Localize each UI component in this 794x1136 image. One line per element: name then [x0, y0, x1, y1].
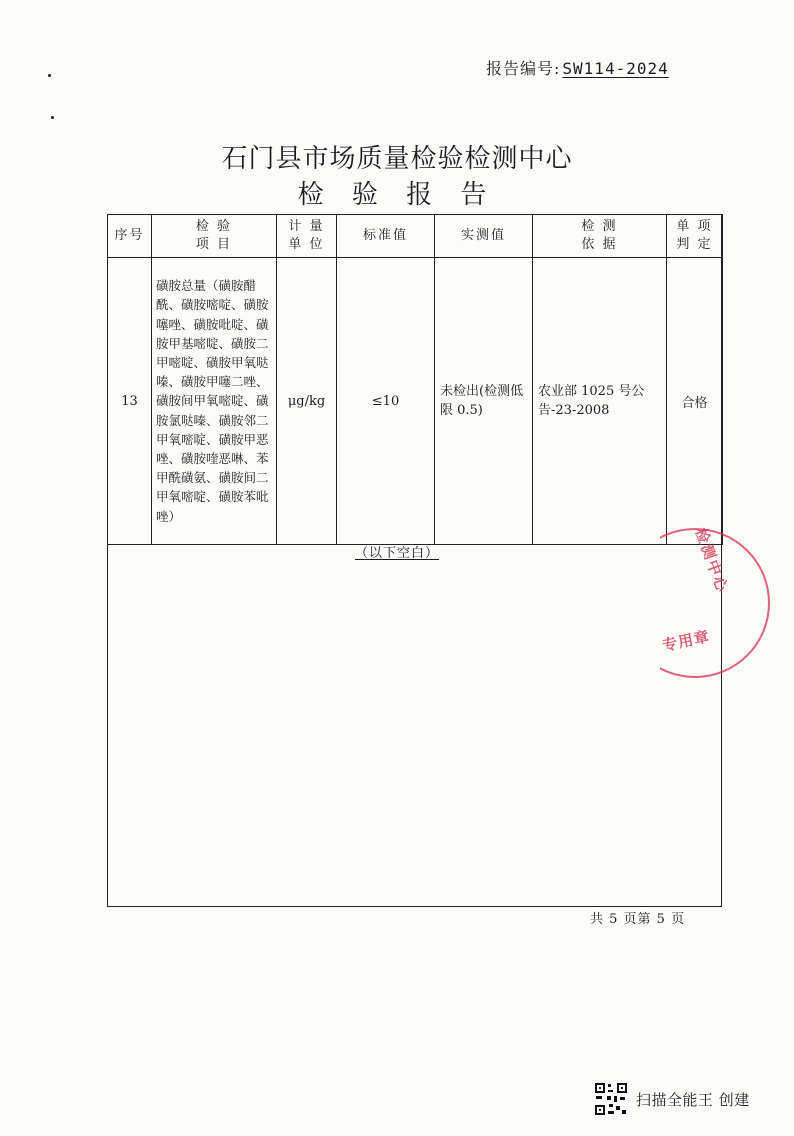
blank-note-text: （以下空白） — [354, 546, 439, 561]
organization-title: 石门县市场质量检验检测中心 — [221, 144, 573, 174]
col-header-standard: 标准值 — [337, 215, 435, 258]
col-header-measured: 实测值 — [435, 215, 533, 258]
scan-speck — [48, 74, 51, 77]
col-header-item-text: 检 验 项 目 — [195, 219, 233, 252]
seal-text-upper: 检测中心 — [691, 525, 732, 596]
document-title: 检 验 报 告 — [297, 180, 497, 210]
page-indicator: 共 5 页第 5 页 — [590, 912, 686, 927]
cell-judgement: 合格 — [667, 258, 723, 545]
col-header-seq: 序号 — [108, 215, 152, 258]
cell-standard: ≤10 — [337, 258, 435, 545]
cell-basis: 农业部 1025 号公告-23-2008 — [533, 258, 667, 545]
results-table — [107, 214, 723, 545]
seal-text-lower: 专用章 — [660, 627, 712, 655]
col-header-unit-text: 计 量 单 位 — [288, 219, 325, 252]
cell-unit: μg/kg — [277, 258, 337, 545]
cell-item: 磺胺总量（磺胺醋酰、磺胺嘧啶、磺胺噻唑、磺胺吡啶、磺胺甲基嘧啶、磺胺二甲嘧啶、磺胺甲氧哒嗪、磺胺甲噻二唑、磺胺间甲氧嘧啶、磺胺氯哒嗪、磺胺邻二甲氧嘧啶、磺胺甲恶唑、磺胺喹恶啉、苯甲酰磺氨、磺胺间二甲氧嘧啶、磺胺苯吡唑） — [152, 258, 277, 545]
report-number-label: 报告编号: — [486, 59, 561, 78]
table-header-row — [108, 215, 723, 258]
col-header-item — [152, 215, 277, 258]
cell-measured: 未检出(检测低限 0.5) — [435, 258, 533, 545]
col-header-unit — [277, 215, 337, 258]
col-header-basis — [533, 215, 667, 258]
scanner-watermark — [594, 1082, 750, 1116]
qr-code-icon — [594, 1082, 628, 1116]
col-header-judgement — [667, 215, 723, 258]
col-header-judgement-text: 单 项 判 定 — [676, 219, 713, 252]
cell-seq: 13 — [108, 258, 152, 545]
report-number-value: SW114-2024 — [562, 59, 669, 78]
official-seal — [660, 520, 790, 690]
table-row — [108, 258, 723, 545]
report-number — [486, 56, 669, 79]
col-header-basis-text: 检 测 依 据 — [581, 219, 618, 252]
scan-speck — [51, 116, 54, 119]
scanner-brand-text: 扫描全能王 创建 — [636, 1090, 750, 1109]
